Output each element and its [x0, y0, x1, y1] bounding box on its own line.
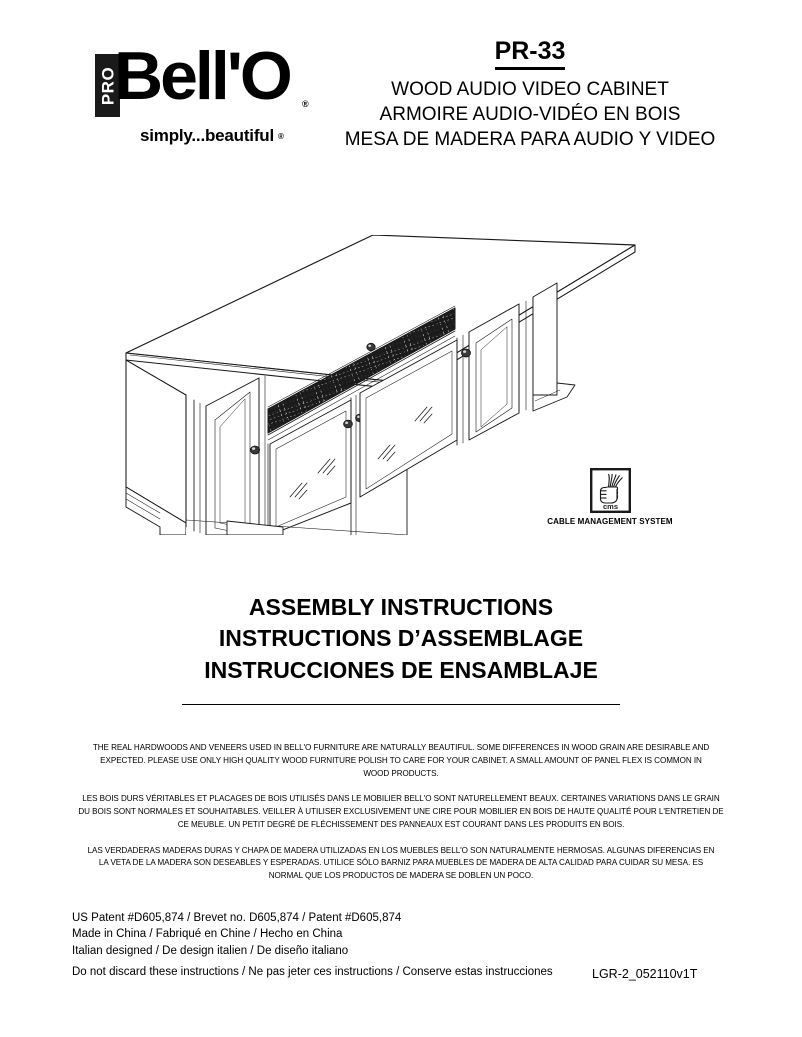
cable-management-badge — [540, 468, 680, 526]
brand-tagline-row — [140, 126, 284, 146]
cable-management-hand-icon — [590, 468, 631, 513]
door-knob-grille-center — [367, 343, 375, 350]
product-subtitles — [330, 77, 730, 152]
care-notice-es: LAS VERDADERAS MADERAS DURAS Y CHAPA DE MADERA UTILIZADAS EN LOS MUEBLES BELL'O SON NATURALMENTE HERMOSAS. ALGUNAS DIFERENCIAS EN LA VETA DE LA MADERA SON DESEABLES Y ESPERADAS. UTILICE SÓLO BARNIZ PARA MUEBLES DE MADERA DE ALTA CALIDAD PARA CUIDAR SU MESA. ES NORMAL QUE LOS PRODUCTOS DE MADERA SE DOBLEN UN POCO. — [87, 845, 715, 881]
care-notice-block — [0, 742, 802, 883]
bello-logo — [92, 38, 322, 162]
door-knob-left — [250, 446, 259, 454]
page-header — [0, 38, 802, 158]
svg-text:cms: cms — [602, 502, 618, 511]
care-notice-fr: LES BOIS DURS VÉRITABLES ET PLACAGES DE BOIS UTILISÉS DANS LE MOBILIER BELL'O SONT NATURELLEMENT BEAUX. CERTAINES VARIATIONS DANS LE GRAIN DU BOIS SONT NORMALES ET SOUHAITABLES. VEILLER À UTILISER EXCLUSIVEMENT UNE CIRE POUR MOBILIER EN BOIS DE HAUTE QUALITÉ POUR L'ENTRETIEN DE CE MEUBLE. UN PETIT DEGRÉ DE FLÉCHISSEMENT DES PANNEAUX EST COURANT DANS LES PRODUITS EN BOIS. — [78, 794, 724, 829]
pro-badge-label: PRO — [98, 66, 117, 105]
product-subtitle-fr: ARMOIRE AUDIO-VIDÉO EN BOIS — [379, 103, 681, 125]
footer-patent: US Patent #D605,874 / Brevet no. D605,874 / Patent #D605,874 — [72, 912, 402, 924]
door-knob-center-left — [344, 420, 353, 428]
footer-legal-block — [72, 910, 732, 959]
assembly-heading-en: ASSEMBLY INSTRUCTIONS — [248, 594, 554, 620]
brand-registered-mark: ® — [302, 99, 309, 109]
care-notice-en: THE REAL HARDWOODS AND VENEERS USED IN BELL'O FURNITURE ARE NATURALLY BEAUTIFUL. SOME DIFFERENCES IN WOOD GRAIN ARE DESIRABLE AND EXPECTED. PLEASE USE ONLY HIGH QUALITY WOOD FURNITURE POLISH TO CARE FOR YOUR CABINET. A SMALL AMOUNT OF PANEL FLEX IS COMMON IN WOOD PRODUCTS. — [92, 743, 710, 778]
door-knob-right — [462, 349, 471, 357]
footer-design: Italian designed / De design italien / De diseño italiano — [72, 944, 349, 957]
product-subtitle-en: WOOD AUDIO VIDEO CABINET — [391, 78, 669, 100]
brand-tagline: simply...beautiful — [140, 126, 274, 145]
model-number-wrap — [330, 38, 730, 70]
revision-code: LGR-2_052110v1T — [592, 967, 698, 981]
product-subtitle-es: MESA DE MADERA PARA AUDIO Y VIDEO — [344, 128, 716, 150]
assembly-heading-es: INSTRUCCIONES DE ENSAMBLAJE — [204, 656, 598, 683]
assembly-instructions-heading — [0, 592, 802, 686]
assembly-heading-fr: INSTRUCTIONS D’ASSEMBLAGE — [218, 625, 584, 652]
section-divider — [182, 704, 620, 705]
model-number: PR-33 — [495, 38, 566, 70]
cable-management-label: CABLE MANAGEMENT SYSTEM — [547, 517, 673, 526]
footer-bottom-row — [72, 966, 732, 984]
product-title-block — [330, 38, 730, 152]
logo-wordmark-row — [92, 38, 322, 124]
do-not-discard-notice: Do not discard these instructions / Ne pas jeter ces instructions / Conserve estas instrucciones — [72, 966, 553, 978]
tagline-registered-mark: ® — [278, 132, 284, 141]
brand-wordmark: Bell'O — [114, 38, 290, 114]
footer-origin: Made in China / Fabriqué en Chine / Hecho en China — [72, 928, 343, 941]
